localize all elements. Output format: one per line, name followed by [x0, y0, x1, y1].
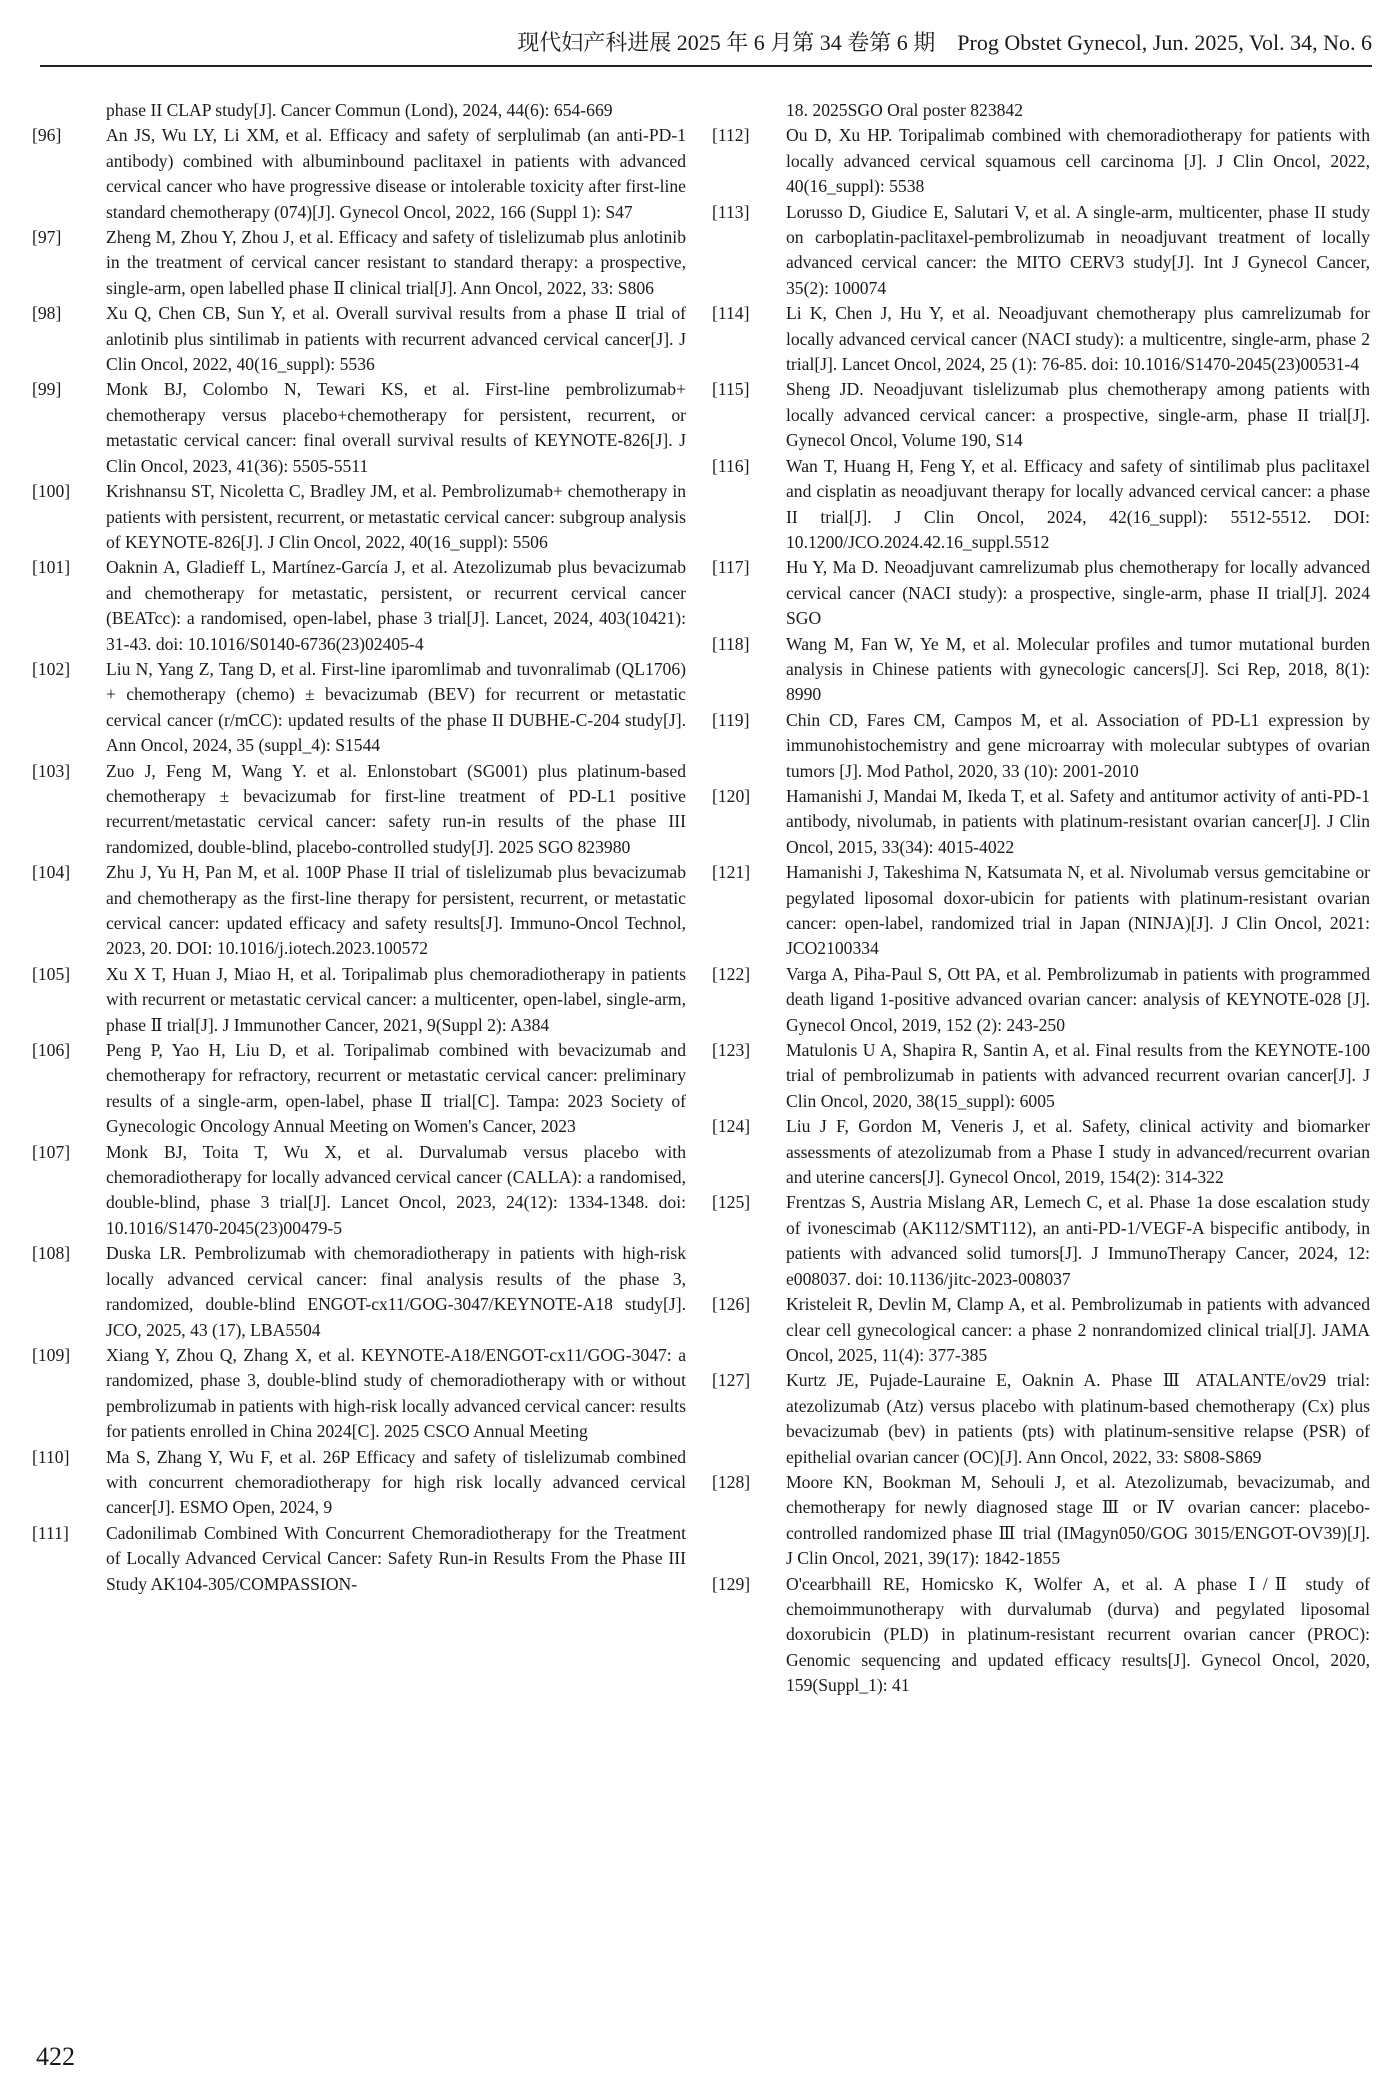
reference-text: Hu Y, Ma D. Neoadjuvant camrelizumab plus chemotherapy for locally advanced cervical cancer (NACI study): a prospective, single-arm, phase II trial[J]. 2024 SGO	[786, 557, 1370, 629]
reference-number: [104]	[32, 862, 71, 883]
reference-entry	[712, 708, 1370, 784]
reference-text: Wan T, Huang H, Feng Y, et al. Efficacy and safety of sintilimab plus paclitaxel and cisplatin as neoadjuvant therapy for locally advanced cervical cancer: a phase II trial[J]. J Clin Oncol, 2024, 42(16_suppl): 5512-5512. DOI: 10.1200/JCO.2024.42.16_suppl.5512	[786, 455, 1370, 552]
reference-entry	[712, 784, 1370, 860]
reference-text: Hamanishi J, Takeshima N, Katsumata N, et al. Nivolumab versus gemcitabine or pegylated liposomal doxor-ubicin for patients with platinum-resistant ovarian cancer: open-label, randomized trial in Japan (NINJA)[J]. J Clin Oncol, 2021: JCO2100334	[786, 862, 1370, 959]
reference-number: [100]	[32, 481, 71, 502]
reference-entry	[712, 1292, 1370, 1368]
reference-entry	[32, 555, 686, 657]
reference-entry	[32, 123, 686, 225]
reference-number: [127]	[712, 1370, 751, 1391]
reference-text: Kurtz JE, Pujade-Lauraine E, Oaknin A. Phase Ⅲ ATALANTE/ov29 trial: atezolizumab (Atz) versus placebo with platinum-based chemotherapy (Cx) plus bevacizumab (bev) in patients (pts) with platinum-sensitive relapse (PSR) of epithelial ovarian cancer (OC)[J]. Ann Oncol, 2022, 33: S808-S869	[786, 1370, 1370, 1467]
reference-entry	[32, 479, 686, 555]
reference-text: Moore KN, Bookman M, Sehouli J, et al. Atezolizumab, bevacizumab, and chemotherapy for newly diagnosed stage Ⅲ or Ⅳ ovarian cancer: placebo-controlled randomized phase Ⅲ trial (IMagyn050/GOG 3015/ENGOT-OV39)[J]. J Clin Oncol, 2021, 39(17): 1842-1855	[786, 1471, 1370, 1569]
reference-text: Chin CD, Fares CM, Campos M, et al. Association of PD-L1 expression by immunohistochemistry and gene microarray with molecular subtypes of ovarian tumors [J]. Mod Pathol, 2020, 33 (10): 2001-2010	[786, 709, 1370, 781]
reference-number: [128]	[712, 1471, 751, 1492]
reference-number: [121]	[712, 862, 751, 883]
reference-text: 18. 2025SGO Oral poster 823842	[786, 100, 1024, 120]
reference-number: [110]	[32, 1446, 70, 1467]
reference-text: Monk BJ, Colombo N, Tewari KS, et al. First-line pembrolizumab+ chemotherapy versus placebo+chemotherapy for persistent, recurrent, or metastatic cervical cancer: final overall survival results of KEYNOTE-826[J]. J Clin Oncol, 2023, 41(36): 5505-5511	[106, 379, 686, 476]
reference-entry	[712, 1190, 1370, 1292]
reference-entry	[712, 377, 1370, 453]
running-header: 现代妇产科进展 2025 年 6 月第 34 卷第 6 期 Prog Obstet Gynecol, Jun. 2025, Vol. 34, No. 6	[40, 26, 1372, 67]
reference-number: [112]	[712, 125, 750, 146]
reference-number: [116]	[712, 455, 750, 476]
reference-number: [122]	[712, 963, 751, 984]
reference-text: Ma S, Zhang Y, Wu F, et al. 26P Efficacy and safety of tislelizumab combined with concurrent chemoradiotherapy for high risk locally advanced cervical cancer[J]. ESMO Open, 2024, 9	[106, 1446, 686, 1518]
reference-number: [108]	[32, 1243, 71, 1264]
reference-text: Oaknin A, Gladieff L, Martínez-García J, et al. Atezolizumab plus bevacizumab and chemotherapy for metastatic, persistent, or recurrent cervical cancer (BEATcc): a randomised, open-label, phase 3 trial[J]. Lancet, 2024, 403(10421): 31-43. doi: 10.1016/S0140-6736(23)02405-4	[106, 557, 686, 654]
reference-entry	[32, 860, 686, 962]
reference-text: An JS, Wu LY, Li XM, et al. Efficacy and safety of serplulimab (an anti-PD-1 antibody) combined with albuminbound paclitaxel in patients with advanced cervical cancer who have progressive disease or intolerable toxicity after first-line standard chemotherapy (074)[J]. Gynecol Oncol, 2022, 166 (Suppl 1): S47	[106, 125, 686, 222]
reference-text: Liu J F, Gordon M, Veneris J, et al. Safety, clinical activity and biomarker assessments of atezolizumab from a Phase Ⅰ study in advanced/recurrent ovarian and uterine cancers[J]. Gynecol Oncol, 2019, 154(2): 314-322	[786, 1116, 1370, 1188]
reference-entry	[32, 1343, 686, 1445]
reference-text: Zheng M, Zhou Y, Zhou J, et al. Efficacy and safety of tislelizumab plus anlotinib in the treatment of cervical cancer resistant to standard therapy: a prospective, single-arm, open labelled phase Ⅱ clinical trial[J]. Ann Oncol, 2022, 33: S806	[106, 227, 686, 298]
reference-text: Duska LR. Pembrolizumab with chemoradiotherapy in patients with high-risk locally advanced cervical cancer: final analysis results of the phase 3, randomized, double-blind ENGOT-cx11/GOG-3047/KEYNOTE-A18 study[J]. JCO, 2025, 43 (17), LBA5504	[106, 1243, 686, 1340]
reference-number: [114]	[712, 303, 750, 324]
reference-entry	[712, 1114, 1370, 1190]
reference-number: [129]	[712, 1573, 751, 1594]
reference-text: Zhu J, Yu H, Pan M, et al. 100P Phase II trial of tislelizumab plus bevacizumab and chemotherapy as the first-line therapy for persistent, recurrent, or metastatic cervical cancer: updated efficacy and safety results[J]. Immuno-Oncol Technol, 2023, 20. DOI: 10.1016/j.iotech.2023.100572	[106, 862, 686, 959]
reference-text: Wang M, Fan W, Ye M, et al. Molecular profiles and tumor mutational burden analysis in Chinese patients with gynecologic cancers[J]. Sci Rep, 2018, 8(1): 8990	[786, 633, 1370, 705]
reference-text: Krishnansu ST, Nicoletta C, Bradley JM, et al. Pembrolizumab+ chemotherapy in patients with persistent, recurrent, or metastatic cervical cancer: subgroup analysis of KEYNOTE-826[J]. J Clin Oncol, 2022, 40(16_suppl): 5506	[106, 481, 686, 552]
reference-entry	[712, 632, 1370, 708]
reference-entry	[712, 962, 1370, 1038]
reference-number	[712, 98, 786, 123]
reference-text: Hamanishi J, Mandai M, Ikeda T, et al. Safety and antitumor activity of anti-PD-1 antibody, nivolumab, in patients with platinum-resistant ovarian cancer[J]. J Clin Oncol, 2015, 33(34): 4015-4022	[786, 785, 1370, 857]
reference-entry	[712, 301, 1370, 377]
reference-entry	[32, 1140, 686, 1242]
reference-entry	[712, 1368, 1370, 1470]
reference-number: [118]	[712, 633, 750, 654]
reference-text: Matulonis U A, Shapira R, Santin A, et al. Final results from the KEYNOTE-100 trial of pembrolizumab in patients with advanced recurrent ovarian cancer[J]. J Clin Oncol, 2020, 38(15_suppl): 6005	[786, 1040, 1370, 1111]
reference-entry	[712, 860, 1370, 962]
reference-text: Cadonilimab Combined With Concurrent Chemoradiotherapy for the Treatment of Locally Advanced Cervical Cancer: Safety Run-in Results From the Phase III Study AK104-305/COMPASSION-	[106, 1522, 686, 1594]
reference-number: [99]	[32, 379, 62, 400]
page-number: 422	[36, 2042, 75, 2071]
reference-entry	[712, 1572, 1370, 1699]
right-column	[712, 98, 1370, 1699]
reference-text: Kristeleit R, Devlin M, Clamp A, et al. Pembrolizumab in patients with advanced clear cell gynecological cancer: a phase 2 nonrandomized clinical trial[J]. JAMA Oncol, 2025, 11(4): 377-385	[786, 1294, 1370, 1365]
reference-number: [119]	[712, 709, 750, 730]
reference-text: Peng P, Yao H, Liu D, et al. Toripalimab combined with bevacizumab and chemotherapy for refractory, recurrent or metastatic cervical cancer: preliminary results of a single-arm, open-label, phase Ⅱ trial[C]. Tampa: 2023 Society of Gynecologic Oncology Annual Meeting on Women's Cancer, 2023	[106, 1040, 686, 1137]
reference-entry	[32, 1241, 686, 1343]
reference-entry	[712, 1038, 1370, 1114]
reference-number: [97]	[32, 227, 62, 248]
reference-number: [113]	[712, 201, 750, 222]
reference-text: Li K, Chen J, Hu Y, et al. Neoadjuvant chemotherapy plus camrelizumab for locally advanced cervical cancer (NACI study): a multicentre, single-arm, phase 2 trial[J]. Lancet Oncol, 2024, 25 (1): 76-85. doi: 10.1016/S1470-2045(23)00531-4	[786, 303, 1370, 375]
reference-entry	[32, 1038, 686, 1140]
reference-text: Liu N, Yang Z, Tang D, et al. First-line iparomlimab and tuvonralimab (QL1706) + chemotherapy (chemo) ± bevacizumab (BEV) for recurrent or metastatic cervical cancer (r/mCC): updated results of the phase II DUBHE-C-204 study[J]. Ann Oncol, 2024, 35 (suppl_4): S1544	[106, 658, 686, 756]
reference-entry	[712, 200, 1370, 302]
reference-number: [102]	[32, 658, 71, 679]
reference-number: [117]	[712, 557, 750, 578]
reference-text: Frentzas S, Austria Mislang AR, Lemech C, et al. Phase 1a dose escalation study of ivonescimab (AK112/SMT112), an anti-PD-1/VEGF-A bispecific antibody, in patients with advanced solid tumors[J]. J ImmunoTherapy Cancer, 2024, 12: e008037. doi: 10.1136/jitc-2023-008037	[786, 1192, 1370, 1289]
reference-number: [109]	[32, 1344, 71, 1365]
reference-entry	[712, 555, 1370, 631]
reference-text: Lorusso D, Giudice E, Salutari V, et al. A single-arm, multicenter, phase II study on carboplatin-paclitaxel-pembrolizumab in neoadjuvant treatment of locally advanced cervical cancer: the MITO CERV3 study[J]. Int J Gynecol Cancer, 35(2): 100074	[786, 201, 1370, 298]
reference-number: [96]	[32, 125, 62, 146]
reference-entry	[32, 377, 686, 479]
reference-number: [115]	[712, 379, 750, 400]
reference-number: [111]	[32, 1522, 69, 1543]
reference-entry	[32, 657, 686, 759]
reference-entry	[32, 759, 686, 861]
reference-text: Xu Q, Chen CB, Sun Y, et al. Overall survival results from a phase Ⅱ trial of anlotinib plus sintilimab in patients with recurrent advanced cervical cancer[J]. J Clin Oncol, 2022, 40(16_suppl): 5536	[106, 303, 686, 375]
reference-entry	[32, 225, 686, 301]
reference-number: [98]	[32, 303, 62, 324]
reference-text: Xiang Y, Zhou Q, Zhang X, et al. KEYNOTE-A18/ENGOT-cx11/GOG-3047: a randomized, phase 3, double-blind study of chemoradiotherapy with or without pembrolizumab in patients with high-risk locally advanced cervical cancer: results for patients enrolled in China 2024[C]. 2025 CSCO Annual Meeting	[106, 1344, 686, 1442]
reference-entry	[712, 123, 1370, 199]
reference-number: [126]	[712, 1294, 751, 1315]
left-column	[32, 98, 686, 1597]
reference-text: Zuo J, Feng M, Wang Y. et al. Enlonstobart (SG001) plus platinum-based chemotherapy ± bevacizumab for first-line treatment of PD-L1 positive recurrent/metastatic cervical cancer: safety run-in results of the phase III randomized, double-blind, placebo-controlled study[J]. 2025 SGO 823980	[106, 760, 686, 857]
reference-text: O'cearbhaill RE, Homicsko K, Wolfer A, et al. A phase Ⅰ/Ⅱ study of chemoimmunotherapy with durvalumab (durva) and pegylated liposomal doxorubicin (PLD) in platinum-resistant recurrent ovarian cancer (PROC): Genomic sequencing and updated efficacy results[J]. Gynecol Oncol, 2020, 159(Suppl_1): 41	[786, 1573, 1370, 1696]
reference-text: Sheng JD. Neoadjuvant tislelizumab plus chemotherapy among patients with locally advanced cervical cancer: a prospective, single-arm, phase II trial[J]. Gynecol Oncol, Volume 190, S14	[786, 379, 1370, 451]
reference-number: [101]	[32, 557, 71, 578]
reference-number: [120]	[712, 785, 751, 806]
reference-number: [125]	[712, 1192, 751, 1213]
reference-entry	[32, 1521, 686, 1597]
reference-number: [107]	[32, 1141, 71, 1162]
reference-text: Monk BJ, Toita T, Wu X, et al. Durvalumab versus placebo with chemoradiotherapy for locally advanced cervical cancer (CALLA): a randomised, double-blind, phase 3 trial[J]. Lancet Oncol, 2023, 24(12): 1334-1348. doi: 10.1016/S1470-2045(23)00479-5	[106, 1141, 686, 1238]
reference-number: [124]	[712, 1116, 751, 1137]
reference-number: [105]	[32, 963, 71, 984]
reference-entry	[32, 962, 686, 1038]
reference-entry	[32, 98, 686, 123]
reference-entry	[32, 1445, 686, 1521]
reference-number	[32, 98, 106, 123]
reference-text: Varga A, Piha-Paul S, Ott PA, et al. Pembrolizumab in patients with programmed death ligand 1-positive advanced ovarian cancer: analysis of KEYNOTE-028 [J]. Gynecol Oncol, 2019, 152 (2): 243-250	[786, 963, 1370, 1035]
reference-number: [106]	[32, 1040, 71, 1061]
reference-text: Ou D, Xu HP. Toripalimab combined with chemoradiotherapy for patients with locally advanced cervical squamous cell carcinoma [J]. J Clin Oncol, 2022, 40(16_suppl): 5538	[786, 125, 1370, 197]
reference-number: [123]	[712, 1040, 751, 1061]
reference-text: phase II CLAP study[J]. Cancer Commun (Lond), 2024, 44(6): 654-669	[106, 100, 613, 120]
reference-text: Xu X T, Huan J, Miao H, et al. Toripalimab plus chemoradiotherapy in patients with recurrent or metastatic cervical cancer: a multicenter, open-label, single-arm, phase Ⅱ trial[J]. J Immunother Cancer, 2021, 9(Suppl 2): A384	[106, 963, 686, 1035]
reference-entry	[712, 454, 1370, 556]
reference-number: [103]	[32, 760, 71, 781]
reference-entry	[712, 98, 1370, 123]
reference-entry	[712, 1470, 1370, 1572]
reference-entry	[32, 301, 686, 377]
